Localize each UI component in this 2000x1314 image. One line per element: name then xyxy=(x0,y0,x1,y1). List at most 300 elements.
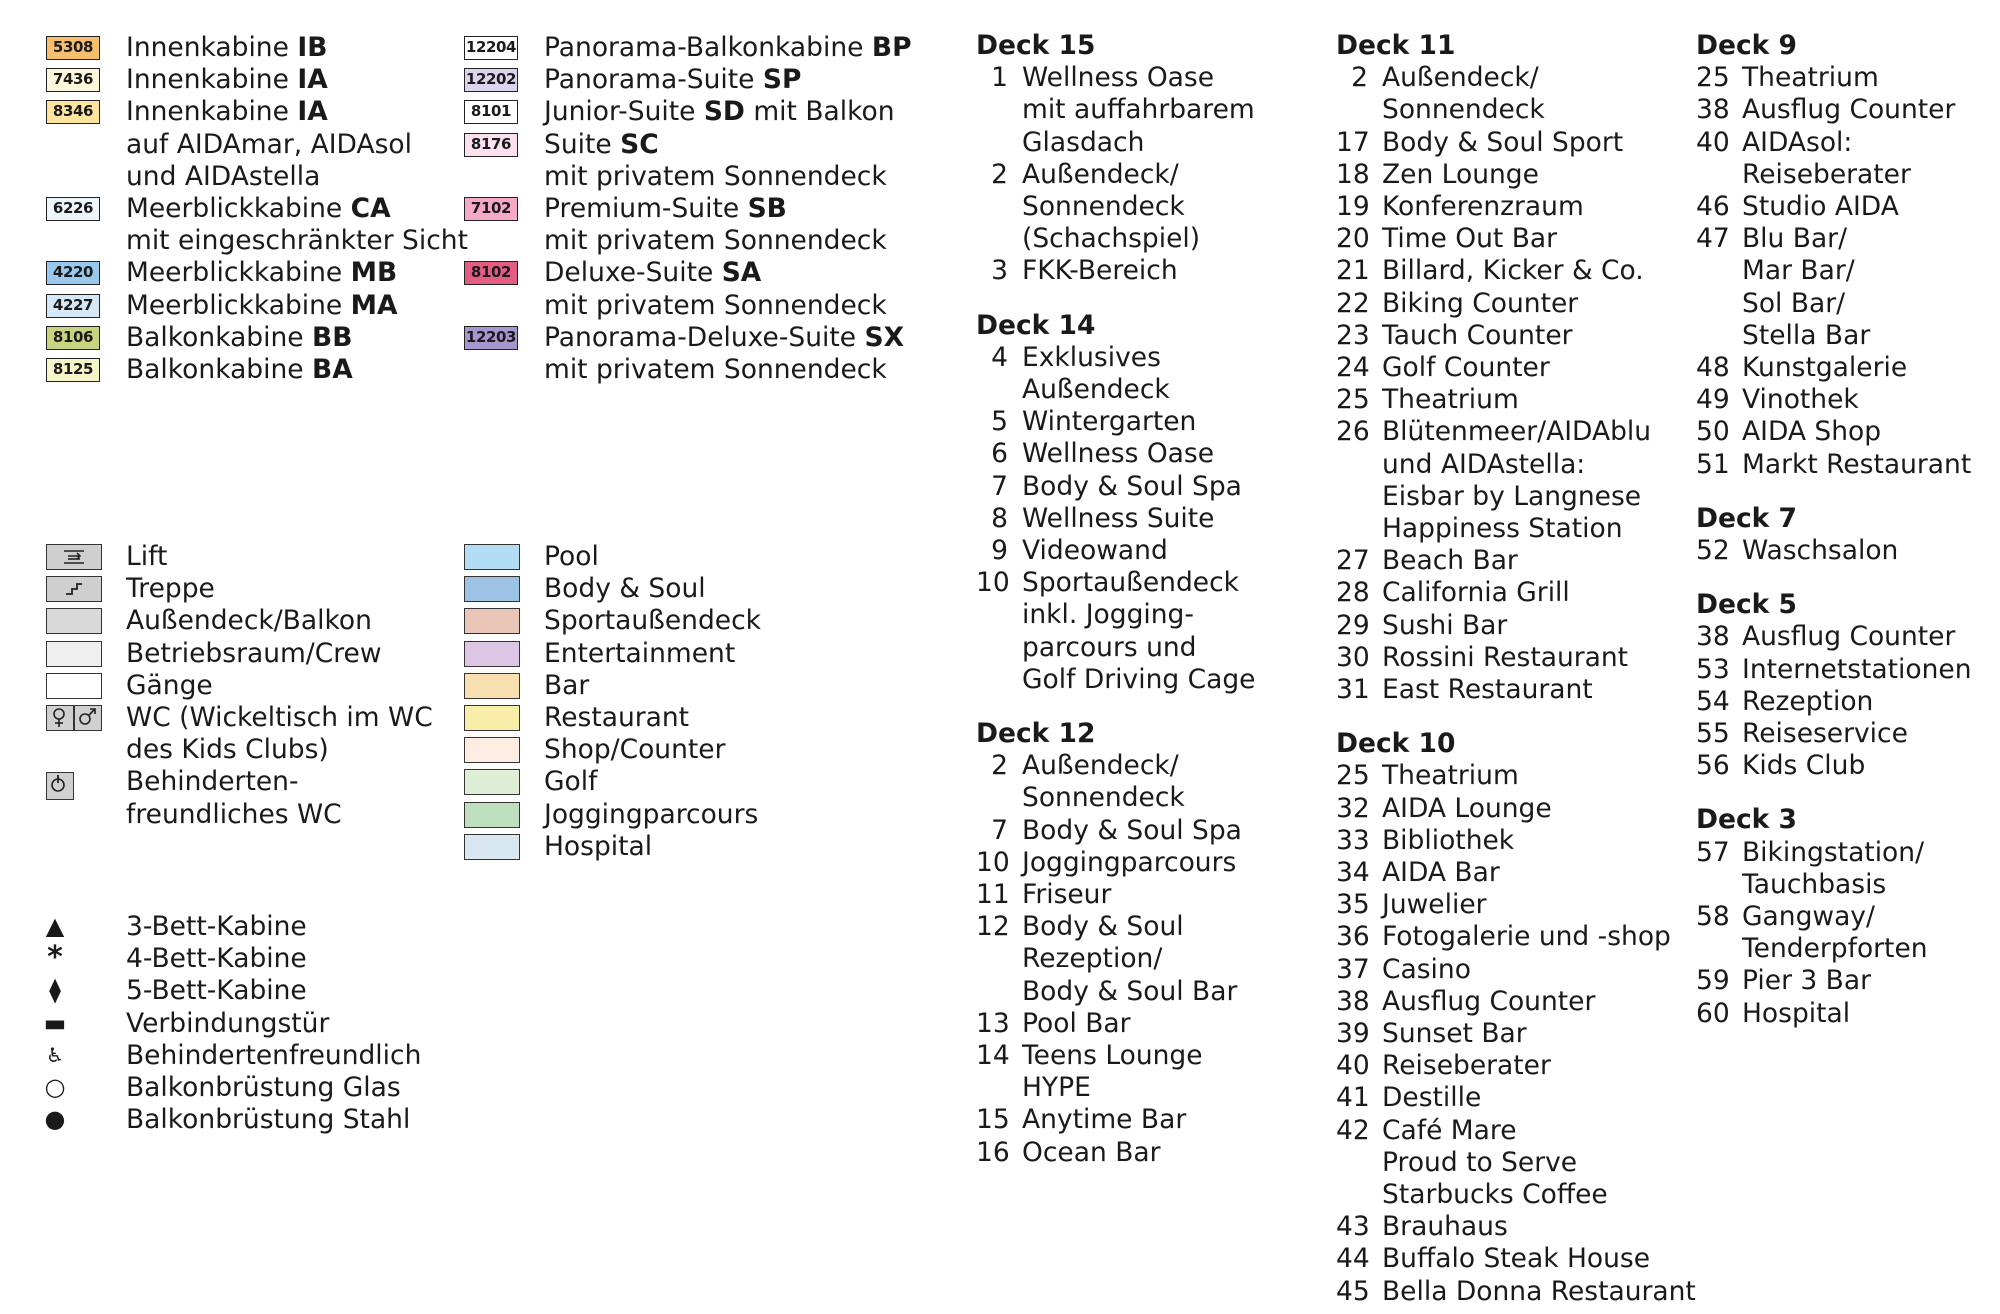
deck-item xyxy=(1336,674,1676,706)
cabin-detail: und AIDAstella xyxy=(126,160,321,192)
deck-item-label: Brauhaus xyxy=(1382,1211,1508,1243)
cabin-suffix: mit Balkon xyxy=(744,96,895,128)
cabin-category: IB xyxy=(297,32,328,63)
area-color-swatch xyxy=(464,576,520,602)
deck-item-number: 15 xyxy=(976,1104,1010,1136)
cabin-name: Panorama-Balkonkabine xyxy=(544,32,872,63)
deck-item-label: HYPE xyxy=(1022,1072,1091,1104)
deck-item-label: Gangway/ xyxy=(1742,901,1875,932)
deck-item-number: 25 xyxy=(1336,384,1370,416)
deck-item-number: 36 xyxy=(1336,921,1370,953)
area-label: Golf xyxy=(544,766,598,798)
symbol-label: 4-Bett-Kabine xyxy=(126,943,307,975)
deck-item-label: Wellness Suite xyxy=(1022,502,1215,534)
deck-item xyxy=(1336,1275,1696,1308)
cabin-detail: mit privatem Sonnendeck xyxy=(544,225,887,257)
deck-item-number: 33 xyxy=(1336,824,1370,856)
cabin-code-badge: 8346 xyxy=(46,100,100,124)
deck-item-number: 3 xyxy=(991,255,1008,287)
cabin-category: IA xyxy=(297,96,328,128)
deck-item-label: Tenderpforten xyxy=(1742,933,1928,965)
deck-item-number: 45 xyxy=(1336,1275,1370,1307)
deck-item-number: 52 xyxy=(1696,535,1730,566)
deck-item xyxy=(1696,223,2000,352)
cabin-name: Balkonkabine xyxy=(126,321,313,353)
deck-item xyxy=(976,1137,1316,1169)
deck-item-label: Happiness Station xyxy=(1382,512,1623,544)
deck-item-number: 30 xyxy=(1336,641,1370,673)
area-label: freundliches WC xyxy=(126,798,342,830)
deck-item-number: 37 xyxy=(1336,953,1370,985)
deck-item-number: 55 xyxy=(1696,718,1730,749)
deck-item xyxy=(1696,62,2000,94)
cabin-right-item xyxy=(544,64,801,96)
triangle-icon: ▲ xyxy=(45,912,65,940)
cabin-detail: mit privatem Sonnendeck xyxy=(544,160,887,192)
deck-item-label: Casino xyxy=(1382,953,1471,985)
deck-item-label: Pier 3 Bar xyxy=(1742,965,1871,997)
cabin-right-item xyxy=(544,193,787,225)
deck-item-number: 29 xyxy=(1336,609,1370,641)
deck-item xyxy=(976,535,1316,567)
deck-item-label: Konferenzraum xyxy=(1382,191,1584,222)
deck-heading: Deck 9 xyxy=(1696,30,1797,61)
deck-item-label: Biking Counter xyxy=(1382,287,1579,319)
deck-item-number: 20 xyxy=(1336,223,1370,255)
cabin-right-item xyxy=(544,322,904,354)
deck-item-number: 38 xyxy=(1696,94,1730,126)
deck-item xyxy=(1336,642,1676,674)
deck-item-label: Wellness Oase xyxy=(1022,438,1215,470)
deck-item-label: Proud to Serve xyxy=(1382,1146,1578,1178)
deck-heading: Deck 3 xyxy=(1696,804,1797,836)
deck-item-number: 34 xyxy=(1336,857,1370,888)
symbol-label: 5-Bett-Kabine xyxy=(126,975,307,1007)
deck-item xyxy=(1696,654,2000,686)
cabin-detail: mit eingeschränkter Sicht xyxy=(126,225,468,257)
diamond-icon: ⧫ xyxy=(49,976,61,1005)
deck-item xyxy=(1336,610,1676,642)
cabin-name: Meerblickkabine xyxy=(126,193,351,224)
deck-item-label: Theatrium xyxy=(1382,384,1519,416)
deck-item xyxy=(976,911,1316,1008)
deck-item-label: AIDA Bar xyxy=(1382,857,1500,888)
deck-item xyxy=(976,255,1316,287)
deck-item xyxy=(1696,965,2000,997)
deck-item-label: Außendeck/ xyxy=(1022,750,1179,782)
deck-item xyxy=(1336,1018,1676,1050)
cabin-left-item xyxy=(126,354,353,386)
deck-item xyxy=(1336,889,1676,921)
deck-item xyxy=(976,438,1316,470)
symbol-label: Balkonbrüstung Glas xyxy=(126,1072,401,1103)
deck-item-number: 7 xyxy=(991,470,1008,502)
area-label: Außendeck/Balkon xyxy=(126,605,372,637)
deck-item-number: 1 xyxy=(991,62,1008,94)
deck-item xyxy=(1696,901,2000,965)
deck-item-number: 4 xyxy=(991,341,1008,373)
deck-item xyxy=(1336,825,1676,857)
cabin-left-item xyxy=(126,290,398,322)
deck-item xyxy=(1696,686,2000,718)
deck-item-number: 25 xyxy=(1696,62,1730,94)
cabin-category: SA xyxy=(721,257,762,289)
stairs-icon xyxy=(46,576,102,602)
deck-item-label: und AIDAstella: xyxy=(1382,448,1586,480)
deck-item-number: 26 xyxy=(1336,416,1370,448)
deck-item-number: 39 xyxy=(1336,1018,1370,1049)
area-color-swatch xyxy=(46,673,102,699)
deck-item-label: Friseur xyxy=(1022,879,1112,910)
deck-item-label: Theatrium xyxy=(1382,760,1519,792)
area-label: Betriebsraum/Crew xyxy=(126,637,382,669)
open-circle-icon: ○ xyxy=(44,1073,66,1101)
deck-item-label: inkl. Jogging- xyxy=(1022,599,1194,631)
deck-item-label: Body & Soul xyxy=(1022,911,1184,943)
cabin-right-item xyxy=(544,32,912,64)
cabin-detail: mit privatem Sonnendeck xyxy=(544,354,887,385)
deck-item-label: Juwelier xyxy=(1382,889,1487,921)
deck-item-number: 12 xyxy=(976,911,1010,943)
deck-item-number: 60 xyxy=(1696,997,1730,1029)
deck-item-number: 49 xyxy=(1696,384,1730,416)
deck-item xyxy=(976,471,1316,503)
deck-item-label: Sonnendeck xyxy=(1022,190,1185,222)
deck-item-label: Mar Bar/ xyxy=(1742,255,1855,287)
deck-item-label: Starbucks Coffee xyxy=(1382,1178,1608,1210)
deck-item-number: 9 xyxy=(991,535,1008,566)
deck-item xyxy=(976,503,1316,535)
deck-item-label: California Grill xyxy=(1382,577,1570,609)
deck-item-number: 6 xyxy=(991,438,1008,470)
deck-item-number: 38 xyxy=(1336,985,1370,1017)
deck-item xyxy=(1696,837,2000,901)
deck-item xyxy=(976,159,1316,256)
area-label: des Kids Clubs) xyxy=(126,734,329,766)
deck-item-label: Sonnendeck xyxy=(1382,94,1545,126)
area-label: Pool xyxy=(544,541,599,572)
cabin-code-badge: 12202 xyxy=(464,68,518,92)
deck-item xyxy=(1696,718,2000,750)
accessible-icon: ♿ xyxy=(46,1042,64,1067)
cabin-category: CA xyxy=(350,193,391,224)
cabin-category: SD xyxy=(703,96,745,128)
deck-item xyxy=(1696,416,2000,448)
deck-item-label: Anytime Bar xyxy=(1022,1104,1187,1136)
deck-item xyxy=(1336,577,1676,609)
deck-item-number: 14 xyxy=(976,1040,1010,1071)
deck-item-label: Videowand xyxy=(1022,535,1168,566)
cabin-category: SC xyxy=(620,128,659,160)
deck-item-number: 46 xyxy=(1696,191,1730,222)
symbol-label: Verbindungstür xyxy=(126,1007,330,1039)
area-label: Behinderten- xyxy=(126,766,299,798)
area-label: Restaurant xyxy=(544,702,690,733)
deck-item-number: 54 xyxy=(1696,685,1730,717)
deck-item xyxy=(1336,288,1676,320)
deck-item-label: Internetstationen xyxy=(1742,653,1972,685)
deck-item xyxy=(976,1104,1316,1136)
cabin-right-item xyxy=(544,129,659,161)
cabin-category: IA xyxy=(297,64,328,96)
deck-item-label: Golf Counter xyxy=(1382,352,1550,383)
deck-item-label: Golf Driving Cage xyxy=(1022,663,1256,695)
symbol-label: Behindertenfreundlich xyxy=(126,1039,422,1071)
deck-item-number: 51 xyxy=(1696,448,1730,480)
deck-item xyxy=(1336,1243,1676,1275)
deck-item-label: Ausflug Counter xyxy=(1742,94,1956,126)
deck-item-number: 23 xyxy=(1336,319,1370,351)
symbol-label: 3-Bett-Kabine xyxy=(126,911,307,942)
deck-item xyxy=(1696,352,2000,384)
deck-item-number: 13 xyxy=(976,1007,1010,1039)
deck-item xyxy=(976,342,1316,406)
cabin-code-badge: 8102 xyxy=(464,261,518,285)
cabin-code-badge: 8101 xyxy=(464,100,518,124)
cabin-left-item xyxy=(126,96,328,128)
deck-item-number: 27 xyxy=(1336,545,1370,577)
deck-item-number: 40 xyxy=(1336,1050,1370,1082)
deck-item-number: 11 xyxy=(976,879,1010,910)
deck-item-label: Reiseservice xyxy=(1742,718,1908,749)
deck-item-number: 18 xyxy=(1336,158,1370,190)
cabin-left-item xyxy=(126,322,352,354)
deck-item-label: Tauchbasis xyxy=(1742,868,1887,900)
deck-item-number: 10 xyxy=(976,567,1010,599)
deck-item-number: 43 xyxy=(1336,1211,1370,1243)
deck-item-label: Sonnendeck xyxy=(1022,782,1185,814)
deck-item-number: 2 xyxy=(991,158,1008,190)
deck-item xyxy=(1336,62,1676,126)
filled-circle-icon: ● xyxy=(44,1105,66,1134)
deck-item-label: Sol Bar/ xyxy=(1742,287,1846,319)
cabin-category: BB xyxy=(312,321,353,353)
deck-item-label: Vinothek xyxy=(1742,384,1859,416)
deck-item-label: Waschsalon xyxy=(1742,535,1899,566)
cabin-category: BA xyxy=(312,354,353,385)
deck-item-label: Außendeck xyxy=(1022,373,1170,405)
deck-item-number: 2 xyxy=(1351,62,1368,94)
deck-heading: Deck 10 xyxy=(1336,728,1456,760)
rectangle-icon: ▬ xyxy=(43,1008,67,1037)
deck-item-label: Body & Soul Spa xyxy=(1022,470,1242,502)
deck-item xyxy=(1336,954,1676,986)
deck-item-label: Bella Donna Restaurant xyxy=(1382,1275,1696,1307)
cabin-name: Panorama-Deluxe-Suite xyxy=(544,321,865,353)
cabin-right-item xyxy=(544,257,761,289)
deck-item xyxy=(1696,750,2000,782)
deck-item-number: 19 xyxy=(1336,191,1370,222)
deck-item xyxy=(1336,921,1676,953)
cabin-detail: mit privatem Sonnendeck xyxy=(544,289,887,321)
deck-item-label: Eisbar by Langnese xyxy=(1382,480,1642,512)
deck-item-number: 5 xyxy=(991,406,1008,438)
deck-item-number: 59 xyxy=(1696,965,1730,997)
deck-item-number: 53 xyxy=(1696,653,1730,685)
area-label: Treppe xyxy=(126,573,215,605)
deck-item-label: Beach Bar xyxy=(1382,545,1518,577)
cabin-code-badge: 12204 xyxy=(464,36,518,60)
area-color-swatch xyxy=(46,641,102,667)
deck-item xyxy=(1336,384,1676,416)
deck-item-number: 48 xyxy=(1696,352,1730,383)
cabin-left-item xyxy=(126,193,391,225)
cabin-name: Junior-Suite xyxy=(544,96,704,128)
deck-item xyxy=(1336,545,1676,577)
deck-item-label: Sushi Bar xyxy=(1382,609,1508,641)
area-color-swatch xyxy=(464,544,520,570)
deck-item-number: 7 xyxy=(991,814,1008,846)
deck-item-label: AIDA Lounge xyxy=(1382,792,1552,824)
deck-item-number: 35 xyxy=(1336,889,1370,921)
deck-item-label: Buffalo Steak House xyxy=(1382,1243,1651,1275)
deck-item-label: Ausflug Counter xyxy=(1742,621,1956,653)
cabin-code-badge: 8106 xyxy=(46,326,100,350)
deck-item-number: 47 xyxy=(1696,223,1730,255)
deck-item-label: Bikingstation/ xyxy=(1742,836,1924,868)
deck-item-label: Wellness Oase xyxy=(1022,62,1215,94)
deck-item-number: 42 xyxy=(1336,1114,1370,1146)
asterisk-icon: * xyxy=(47,940,63,976)
deck-item-label: Außendeck/ xyxy=(1022,158,1179,190)
deck-item-label: Body & Soul Sport xyxy=(1382,126,1624,158)
deck-item-label: Café Mare xyxy=(1382,1114,1517,1146)
cabin-detail: auf AIDAmar, AIDAsol xyxy=(126,128,412,160)
deck-item-label: Zen Lounge xyxy=(1382,158,1539,190)
deck-item-label: Stella Bar xyxy=(1742,319,1871,351)
cabin-name: Deluxe-Suite xyxy=(544,257,722,289)
cabin-code-badge: 8176 xyxy=(464,133,518,157)
deck-item xyxy=(1336,223,1676,255)
area-label: Gänge xyxy=(126,669,213,701)
deck-item-label: parcours und xyxy=(1022,631,1197,663)
area-label: Shop/Counter xyxy=(544,734,726,766)
deck-item-label: Fotogalerie und -shop xyxy=(1382,921,1671,953)
deck-item-number: 21 xyxy=(1336,255,1370,287)
deck-item xyxy=(1336,1082,1676,1114)
deck-item-number: 38 xyxy=(1696,621,1730,653)
cabin-code-badge: 5308 xyxy=(46,36,100,60)
area-color-swatch xyxy=(464,802,520,828)
cabin-name: Premium-Suite xyxy=(544,193,748,224)
deck-item-label: Ausflug Counter xyxy=(1382,985,1596,1017)
deck-item xyxy=(1336,191,1676,223)
deck-item xyxy=(976,406,1316,438)
cabin-name: Innenkabine xyxy=(126,64,298,96)
deck-item xyxy=(1336,1211,1676,1243)
area-label: Bar xyxy=(544,669,590,701)
deck-item-label: Pool Bar xyxy=(1022,1007,1131,1039)
area-label: Body & Soul xyxy=(544,573,706,605)
deck-item-label: Rezeption/ xyxy=(1022,943,1163,975)
deck-item-label: Destille xyxy=(1382,1082,1482,1114)
deck-heading: Deck 11 xyxy=(1336,30,1456,61)
deck-item-label: Rossini Restaurant xyxy=(1382,641,1629,673)
deck-item-label: mit auffahrbarem xyxy=(1022,94,1255,126)
cabin-code-badge: 6226 xyxy=(46,197,100,221)
area-label: Entertainment xyxy=(544,637,736,669)
cabin-name: Balkonkabine xyxy=(126,354,313,385)
deck-item-label: Sportaußendeck xyxy=(1022,567,1240,599)
area-color-swatch xyxy=(464,834,520,860)
cabin-left-item xyxy=(126,64,328,96)
area-label: Joggingparcours xyxy=(544,798,759,830)
cabin-code-badge: 8125 xyxy=(46,358,100,382)
cabin-code-badge: 4220 xyxy=(46,261,100,285)
area-color-swatch xyxy=(464,769,520,795)
area-color-swatch xyxy=(464,737,520,763)
cabin-name: Innenkabine xyxy=(126,96,298,128)
deck-item-number: 32 xyxy=(1336,792,1370,824)
deck-item xyxy=(1336,760,1676,792)
deck-item xyxy=(1696,191,2000,223)
cabin-category: SX xyxy=(864,321,905,353)
deck-item xyxy=(976,1008,1316,1040)
deck-item xyxy=(1336,255,1676,287)
deck-item-label: Tauch Counter xyxy=(1382,319,1573,351)
deck-item-number: 58 xyxy=(1696,901,1730,932)
deck-item xyxy=(976,750,1316,814)
deck-item xyxy=(1336,159,1676,191)
area-label: WC (Wickeltisch im WC xyxy=(126,702,433,733)
accessible-wc-icon xyxy=(46,772,74,800)
deck-item-number: 31 xyxy=(1336,674,1370,705)
deck-item xyxy=(1696,998,2000,1030)
cabin-name: Innenkabine xyxy=(126,32,298,63)
deck-item-label: Rezeption xyxy=(1742,685,1874,717)
area-label: Lift xyxy=(126,541,168,572)
deck-item xyxy=(1336,986,1676,1018)
cabin-code-badge: 7436 xyxy=(46,68,100,92)
deck-item xyxy=(1336,1115,1676,1212)
cabin-left-item xyxy=(126,32,327,64)
deck-item xyxy=(1696,94,2000,126)
cabin-name: Suite xyxy=(544,128,621,160)
deck-item-number: 10 xyxy=(976,846,1010,878)
deck-heading: Deck 12 xyxy=(976,718,1096,749)
deck-item xyxy=(976,815,1316,847)
deck-item xyxy=(1336,1050,1676,1082)
deck-item-label: Kids Club xyxy=(1742,750,1866,782)
deck-item xyxy=(1696,535,2000,567)
area-color-swatch xyxy=(464,608,520,634)
deck-item xyxy=(976,567,1316,696)
deck-item-label: Markt Restaurant xyxy=(1742,448,1972,480)
cabin-code-badge: 12203 xyxy=(464,326,518,350)
deck-item-label: Kunstgalerie xyxy=(1742,352,1908,383)
cabin-left-item xyxy=(126,257,397,289)
deck-item-number: 8 xyxy=(991,502,1008,534)
deck-item-number: 22 xyxy=(1336,287,1370,319)
deck-item-label: Hospital xyxy=(1742,997,1851,1029)
deck-item-number: 2 xyxy=(991,750,1008,782)
deck-item xyxy=(1696,127,2000,191)
deck-item-label: Joggingparcours xyxy=(1022,846,1237,878)
deck-item xyxy=(1336,857,1676,889)
deck-item-label: AIDA Shop xyxy=(1742,416,1882,448)
deck-item xyxy=(1336,127,1676,159)
deck-item-number: 24 xyxy=(1336,352,1370,383)
deck-item-number: 57 xyxy=(1696,836,1730,868)
deck-item-label: Studio AIDA xyxy=(1742,191,1899,222)
wc-male-icon xyxy=(74,705,102,731)
deck-item-label: Billard, Kicker & Co. xyxy=(1382,255,1644,287)
deck-item-label: Blu Bar/ xyxy=(1742,223,1848,255)
deck-item-number: 16 xyxy=(976,1136,1010,1168)
deck-item-label: Glasdach xyxy=(1022,126,1145,158)
cabin-category: MB xyxy=(350,257,398,289)
deck-item xyxy=(976,847,1316,879)
